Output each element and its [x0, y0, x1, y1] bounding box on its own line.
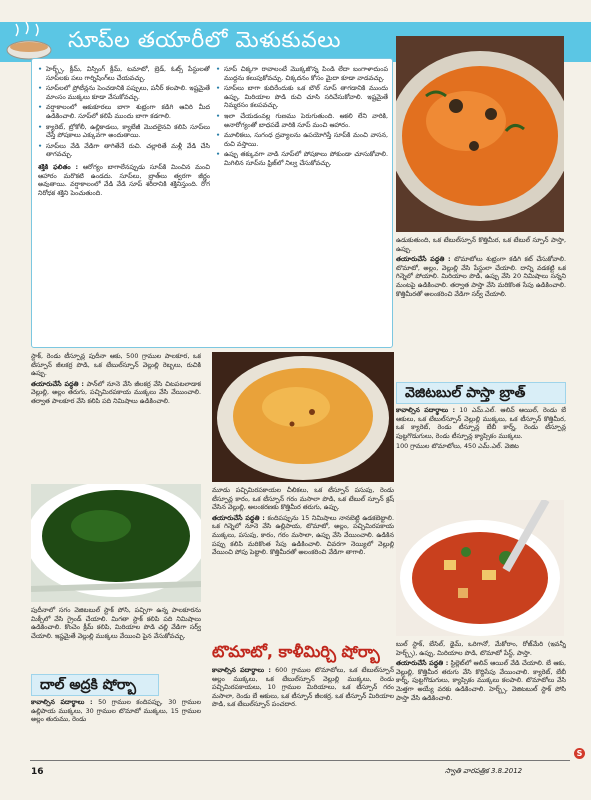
spinach-recipe-text	[31, 352, 201, 482]
tomato-soup-photo	[396, 36, 564, 232]
tips-box	[31, 58, 393, 348]
method-label: తయారుచేసే పద్ధతి :	[31, 379, 84, 388]
veg-pasta-photo	[396, 500, 564, 636]
method-text: స్టిల్లెట్‌లో ఆలివ్ ఆయిల్ వేడి చేయాలి. బే ఆకు, వెల్లుల్లి, కొత్తిమీర తరుగు వేసి కొద్దిసేపు వేయించాలి. క్యారెట్, బేబీ కార్న్, పుట్టగొడుగులు, క్యాప్సికం ముక్కలు కలపాలి. టొమాటోలు వేసి మెత్తగా అయ్యే వరకు ఉడికించాలి. హెర్బ్స్, వెజిటబుల్ స్టాక్ పోసి పాస్తా వేసి ఉడికించాలి.	[396, 659, 566, 702]
benefit-title: శక్తికి ఫలితం :	[38, 162, 79, 171]
ingredients-continued: బుల్ స్టాక్, బేసిల్, థైమ్, ఒరిగానో, మేకోరాం, రోజ్‌మేరి (ఇవన్నీ హెర్బ్స్), ఉప్పు, మిరియాల పొడి, టొమాటో పేస్ట్, పాస్తా.	[396, 640, 566, 657]
spinach-method-continued	[31, 606, 201, 668]
tip-item: • వర్షాకాలంలో ఆకుకూరలు బాగా శుభ్రంగా కడిగి ఆవిరి మీద ఉడికించాలి. సూప్‌లో కలిపే ముందు బాగా కడగాలి.	[38, 103, 210, 120]
tip-item: • ఉప్పు తక్కువగా వాడి సూప్‌లో పోషకాలు పోకుండా చూసుకోవాలి. మిగిలిన సూప్‌ను ఫ్రిజ్‌లో నిల్వ చేసుకోవచ్చు.	[216, 150, 388, 167]
tomato-pepper-heading: టొమాటో, కాళీమిర్చి షోర్బా	[212, 642, 380, 661]
footer-divider	[30, 760, 570, 761]
method-label: తయారుచేసే పద్ధతి :	[396, 255, 451, 264]
tips-column-1	[38, 65, 210, 199]
tips-column-2	[216, 65, 388, 170]
veg-pasta-ingredients	[396, 406, 566, 502]
dal-heading: దాల్ అద్రకి షోర్బా	[31, 674, 159, 696]
tip-item: • ఇలా చేయడంవల్ల గుణము పెరుగుతుంది. ఆకలి లేని వారికి, అనారోగ్యంతో బాధపడే వారికి సూప్ మంచి ఆహారం.	[216, 112, 388, 129]
magazine-logo: S	[574, 748, 585, 759]
ingredients-text: 50 గ్రాముల కందిపప్పు, 30 గ్రాముల ఉల్లిపాయ ముక్కలు, 30 గ్రాముల టొమాటో ముక్కలు, 15 గ్రాముల అల్లం తురుము, రెండు	[31, 698, 201, 724]
tomato-pepper-ingredients	[212, 666, 394, 758]
veg-pasta-heading: వెజిటబుల్ పాస్తా బ్రాత్	[396, 382, 566, 404]
method-text: కందిపప్పును 15 నిమిషాలు నానబెట్టి ఉడకబెట్టాలి. ఒక గిన్నెలో నూనె వేసి ఉల్లిపాయ, టొమాటో, అల్లం, పచ్చిమిరపకాయ ముక్కలు, పసుపు, కారం, గరం మసాలా, ఉప్పు వేసి వేయించాలి. ఉడికిన పప్పు కలిపి మరికొంత సేపు ఉడికించాలి. చివరగా నెయ్యిలో వెల్లుల్లి వేయించి పోపు పెట్టాలి. కొత్తిమీరతో అలంకరించి వేడిగా తాగాలి.	[212, 513, 394, 557]
tip-item: • హెర్బ్స్, క్రీమ్, విస్పింగ్ క్రీమ్, టమాటో, బ్రెడ్, ఓట్స్ పేస్టులతో సూప్‌లకు పలు గార్నిషింగ్‌లు చేయవచ్చు.	[38, 65, 210, 82]
benefit-text: ఆరోగ్యం బాగాలేనప్పుడు సూప్‌కి మించిన మంచి ఆహారం మరొకటి ఉండదు. సూప్‌లు, బ్రాత్‌లు త్వరగా జీర్ణం అవుతాయి. వర్షాకాలంలో వేడి వేడి సూప్ శరీరానికి శక్తినిస్తుంది. రోగ నిరోధక శక్తిని పెంచుతుంది.	[38, 162, 210, 197]
pasta-intro-text: ఉడుకుతుంది, ఒక టేబుల్‌స్పూన్ కొత్తిమీర, ఒక టేబుల్ స్పూన్ పాస్తా, ఉప్పు.	[396, 236, 566, 253]
ingredients-label: కావాల్సిన పదార్థాలు :	[31, 698, 93, 706]
page-title: సూప్‌ల తయారీలో మెళుకువలు	[68, 28, 341, 53]
tip-item: • సూప్ చిక్కగా రావాలంటే మొక్కజొన్న పిండి లేదా బంగాళాదుంప ముద్దను కలుపుకోవచ్చు. చిక్కదనం కోసం మైదా కూడా వాడవచ్చు.	[216, 65, 388, 82]
footer-credit: స్వాతి వారపత్రిక 3.8.2012	[445, 767, 523, 775]
method-label: తయారుచేసే పద్ధతి :	[396, 659, 449, 668]
dal-ingredients	[31, 698, 201, 758]
ingredients-label: కావాల్సిన పదార్థాలు :	[396, 406, 456, 414]
spinach-soup-photo	[31, 484, 201, 602]
ingredients-text: 600 గ్రాముల టొమాటోలు, ఒక టేబుల్‌స్పూన్ అల్లం ముక్కలు, ఒక టేబుల్‌స్పూన్ వెల్లుల్లి ముక్కలు, రెండు పచ్చిమిరపకాయలు, 10 గ్రాముల మిరియాలు, ఒక టీస్పూన్ గరం మసాలా, రెండు బే ఆకులు, ఒక టీస్పూన్ జీలకర్ర, ఒక టీస్పూన్ మిరియాల పొడి, ఒక టేబుల్‌స్పూన్ పంచదార.	[212, 666, 394, 709]
ingredients-continued: మూడు పచ్చిమిరపకాయల చీలికలు, ఒక టీస్పూన్ పసుపు, రెండు టీస్పూన్ల కారం, ఒక టీస్పూన్ గరం మసాలా పొడి, ఒక టేబుల్ స్పూన్ క్రష్ చేసిన వెల్లుల్లి, అలంకరణకు కొత్తిమీర తరుగు, ఉప్పు.	[212, 486, 394, 512]
tip-item: • సూప్‌లు బాగా కుదిరేందుకు ఒక బౌల్ సూప్ తాగడానికి ముందు ఉప్పు, మిరియాల పొడి రుచి చూసి సరిచేసుకోవాలి. ఇష్టమైతే నిమ్మరసం కలపవచ్చు.	[216, 84, 388, 110]
tip-item: • మూలికలు, సుగంధ ద్రవ్యాలను ఉపయోగిస్తే సూప్‌కి మంచి వాసన, రుచి వస్తాయి.	[216, 131, 388, 148]
dal-recipe-text	[212, 486, 394, 634]
pasta-broth-intro	[396, 236, 566, 378]
ingredients-text: స్టాక్, రెండు టీస్పూన్ల పుదీనా ఆకు, 500 గ్రాముల పాలకూర, ఒక టీస్పూన్ జీలకర్ర పొడి, ఒక టేబుల్‌స్పూన్ వెల్లుల్లి రెబ్బలు, రుచికి ఉప్పు.	[31, 352, 201, 378]
ingredients-line2: 100 గ్రాముల టొమాటోలు, 450 ఎమ్.ఎల్. వెజిట	[396, 442, 519, 451]
method-text: పాన్‌లో నూనె వేసి జీలకర్ర వేసి చిటపటలాడాక వెల్లుల్లి, అల్లం తరుగు, పచ్చిమిరపకాయ ముక్కలు వేసి వేయించాలి. తర్వాత పాలకూర వేసి కలిపి పది నిమిషాలు ఉడికించాలి.	[31, 379, 201, 405]
method-continued-text: పుదీనాలో సగం వెజిటబుల్ స్టాక్ పోసి, పచ్చిగా ఉన్న పాలకూరను మిక్సీలో వేసి గ్రైండ్ చేయాలి. మిగతా స్టాక్ కలిపి పది నిమిషాలు ఉడికించాలి. కొంచెం క్రీమ్ కలిపి, మిరియాల పొడి చల్లి వేడిగా సర్వ్ చేయాలి. ఇష్టమైతే వెల్లుల్లి ముక్కలు వేయించి పైన వేసుకోవచ్చు.	[31, 606, 201, 640]
ingredients-label: కావాల్సిన పదార్థాలు :	[212, 666, 271, 674]
tip-item: • సూప్‌లు వేడి వేడిగా తాగితేనే రుచి. చల్లారితే మళ్లీ వేడి చేసి తాగవచ్చు.	[38, 142, 210, 159]
tip-item: • క్యారెట్, బ్రోకోలీ, ఉల్లికాడలు, క్యాబేజీ మొదలైనవి కలిపి సూప్‌లు చేస్తే పోషకాలు ఎక్కువగా అందుతాయి.	[38, 123, 210, 140]
veg-pasta-method	[396, 640, 566, 756]
tip-item: • సూప్‌లలో ప్రోటీన్లను పెంచడానికి పప్పులు, పనీర్ కలపాలి. ఇష్టమైతే మాంసం ముక్కలు కూడా వేసుకోవచ్చు.	[38, 84, 210, 101]
method-label: తయారుచేసే పద్ధతి :	[212, 513, 265, 522]
method-text: టొమాటోలు శుభ్రంగా కడిగి కట్ చేసుకోవాలి. టొమాటో, అల్లం, వెల్లుల్లి వేసి పేస్టులా చేయాలి. దాన్ని వడకట్టి ఒక గిన్నెలో పోయాలి. మిరియాల పొడి, ఉప్పు వేసి 20 నిమిషాలు సన్నని మంటపై ఉడికించాలి. తర్వాత పాస్తా వేసి మరికొంత సేపు ఉడికించాలి. కొత్తిమీరతో అలంకరించి వేడిగా సర్వ్ చేయాలి.	[396, 255, 566, 298]
dal-shorba-photo	[212, 352, 394, 482]
ingredients-text: 10 ఎమ్.ఎల్. ఆలివ్ ఆయిల్, రెండు బే ఆకులు, ఒక టేబుల్‌స్పూన్ వెల్లుల్లి ముక్కలు, ఒక టీస్పూన్ కొత్తిమీర, ఒక క్యారెట్, రెండు టీస్పూన్ల బేబీ కార్న్, రెండు టీస్పూన్ల పుట్టగొడుగులు, రెండు టీస్పూన్ల క్యాప్సికం ముక్కలు.	[396, 406, 566, 440]
page-number: 16	[31, 767, 44, 777]
